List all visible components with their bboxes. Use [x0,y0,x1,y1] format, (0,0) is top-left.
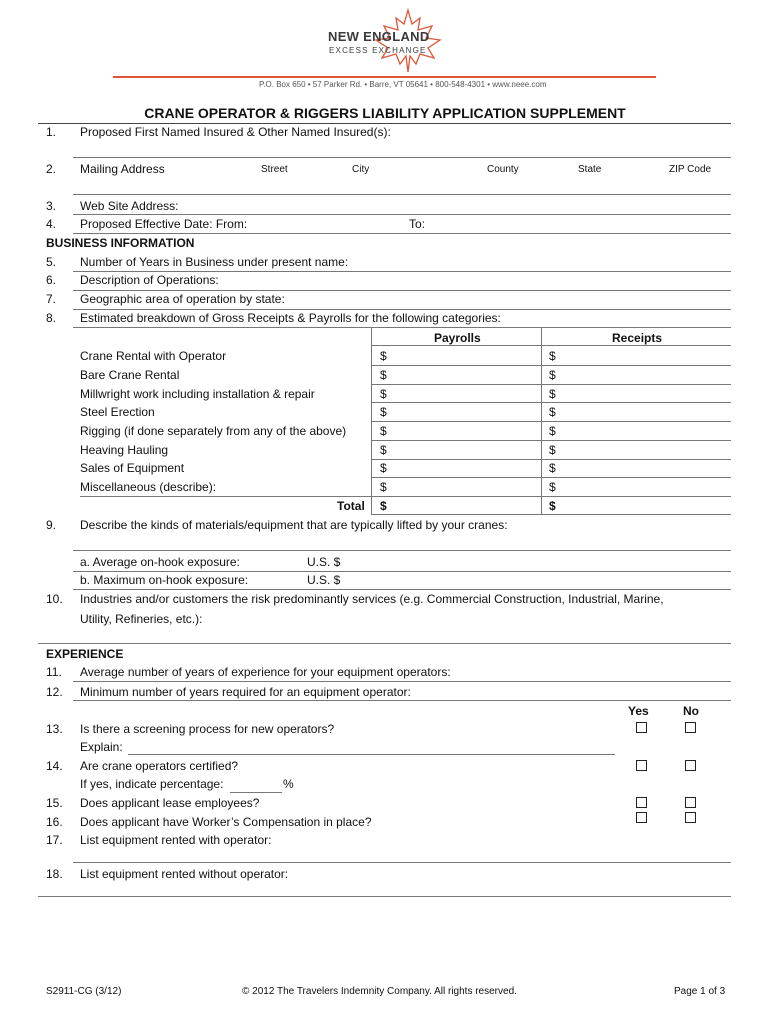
q13-explain-label: Explain: [80,740,123,754]
q14-no-checkbox[interactable] [685,760,696,771]
q9b-label: b. Maximum on-hook exposure: [80,573,249,587]
q13-yes-checkbox[interactable] [636,722,647,733]
q11-answer-line[interactable] [73,681,731,682]
q5-number: 5. [46,255,57,269]
q12-number: 12. [46,685,63,699]
q8-label: Estimated breakdown of Gross Receipts & Payrolls for the following categories: [80,311,501,325]
experience-heading: EXPERIENCE [46,647,124,661]
table-cell-receipt[interactable]: $ [549,368,556,382]
q14-percent-sign: % [283,777,294,791]
header-rule [113,76,656,78]
q14-percentage-label: If yes, indicate percentage: [80,777,224,791]
form-id: S2911-CG (3/12) [46,986,122,997]
table-bottom-rule [371,514,731,515]
table-row-label: Rigging (if done separately from any of the above) [80,424,347,438]
table-cell-receipt[interactable]: $ [549,349,556,363]
q2-street-label: Street [261,164,288,175]
q14-number: 14. [46,759,63,773]
company-address: P.O. Box 650 • 57 Parker Rd. • Barre, VT 05641 • 800-548-4301 • www.neee.com [259,80,547,89]
q9b-rule [73,589,731,590]
table-cell-payroll[interactable]: $ [380,349,387,363]
q14-label: Are crane operators certified? [80,759,239,773]
q2-number: 2. [46,162,57,176]
q15-no-checkbox[interactable] [685,797,696,808]
q11-label: Average number of years of experience for your equipment operators: [80,665,451,679]
q4-number: 4. [46,217,57,231]
q18-label: List equipment rented without operator: [80,867,289,881]
q17-answer-line[interactable] [73,862,731,863]
q15-label: Does applicant lease employees? [80,796,260,810]
q18-answer-line[interactable] [38,896,731,897]
q6-answer-line[interactable] [73,290,731,291]
q9-label: Describe the kinds of materials/equipment that are typically lifted by your cranes: [80,518,508,532]
copyright-notice: © 2012 The Travelers Indemnity Company. All rights reserved. [242,986,517,997]
table-row-label: Steel Erection [80,405,155,419]
q14-yes-checkbox[interactable] [636,760,647,771]
q8-number: 8. [46,311,57,325]
q18-number: 18. [46,867,63,881]
receipts-column-header: Receipts [612,331,663,345]
q10-number: 10. [46,592,63,606]
table-row-label: Heaving Hauling [80,443,169,457]
q13-label: Is there a screening process for new operators? [80,722,335,736]
q2-city-label: City [352,164,370,175]
yes-column-header: Yes [628,704,649,718]
q1-label: Proposed First Named Insured & Other Named Insured(s): [80,125,391,139]
q14-percentage-line[interactable] [230,792,282,793]
table-row-rule [371,365,731,366]
table-cell-payroll[interactable]: $ [380,387,387,401]
q6-number: 6. [46,273,57,287]
q9-number: 9. [46,518,57,532]
q12-label: Minimum number of years required for an equipment operator: [80,685,411,699]
q12-answer-line[interactable] [73,700,731,701]
q4-to-label: To: [409,217,426,231]
table-cell-receipt[interactable]: $ [549,424,556,438]
q2-county-label: County [487,164,519,175]
q8-rule [73,327,731,328]
q1-number: 1. [46,125,57,139]
q2-answer-line[interactable] [73,194,731,195]
q17-number: 17. [46,833,63,847]
q16-number: 16. [46,815,63,829]
total-label: Total [337,499,365,513]
q15-yes-checkbox[interactable] [636,797,647,808]
q7-answer-line[interactable] [73,309,731,310]
q13-number: 13. [46,722,63,736]
no-column-header: No [683,704,699,718]
table-row-label: Millwright work including installation & repair [80,387,315,401]
q9b-value[interactable]: U.S. $ [307,573,341,587]
table-cell-receipt[interactable]: $ [549,387,556,401]
table-cell-receipt[interactable]: $ [549,480,556,494]
q3-number: 3. [46,199,57,213]
payrolls-column-header: Payrolls [434,331,481,345]
q7-label: Geographic area of operation by state: [80,292,285,306]
q10-label-line2: Utility, Refineries, etc.): [80,612,203,626]
q13-no-checkbox[interactable] [685,722,696,733]
q2-zip-label: ZIP Code [669,164,712,175]
table-row-rule [371,459,731,460]
total-receipt-cell[interactable]: $ [549,499,556,513]
q2-label: Mailing Address [80,162,165,176]
table-row-label: Bare Crane Rental [80,368,180,382]
table-row-rule [371,384,731,385]
table-row-rule [371,440,731,441]
page-number: Page 1 of 3 [674,986,726,997]
q9a-value[interactable]: U.S. $ [307,555,341,569]
table-header-rule [371,345,731,346]
q10-label-line1: Industries and/or customers the risk predominantly services (e.g. Commercial Construction, Industrial, Marine, [80,592,664,606]
table-cell-payroll[interactable]: $ [380,368,387,382]
total-payroll-cell[interactable]: $ [380,499,387,513]
q10-answer-line[interactable] [38,643,731,644]
table-row-label: Crane Rental with Operator [80,349,227,363]
table-cell-payroll[interactable]: $ [380,405,387,419]
table-cell-payroll[interactable]: $ [380,443,387,457]
q5-label: Number of Years in Business under present name: [80,255,349,269]
q16-no-checkbox[interactable] [685,812,696,823]
table-row-rule [80,496,731,497]
table-row-rule [371,421,731,422]
q16-label: Does applicant have Worker’s Compensation in place? [80,815,372,829]
table-row-label: Sales of Equipment [80,461,185,475]
table-cell-receipt[interactable]: $ [549,443,556,457]
q6-label: Description of Operations: [80,273,219,287]
logo-name: NEW ENGLAND [328,29,430,44]
q9a-rule [73,571,731,572]
q9-answer-line[interactable] [73,550,731,551]
business-info-heading: BUSINESS INFORMATION [46,236,195,250]
q1-answer-line[interactable] [73,157,731,158]
page-title: CRANE OPERATOR & RIGGERS LIABILITY APPLICATION SUPPLEMENT [144,105,626,121]
q15-number: 15. [46,796,63,810]
table-cell-receipt[interactable]: $ [549,405,556,419]
table-row-rule [371,402,731,403]
q9a-label: a. Average on-hook exposure: [80,555,240,569]
q11-number: 11. [46,665,62,679]
q13-explain-line[interactable] [128,754,615,755]
q3-answer-line[interactable] [73,214,731,215]
logo-subname: EXCESS EXCHANGE [329,46,427,55]
q7-number: 7. [46,292,57,306]
q4-label: Proposed Effective Date: From: [80,217,248,231]
q16-yes-checkbox[interactable] [636,812,647,823]
table-cell-payroll[interactable]: $ [380,461,387,475]
q4-answer-line[interactable] [73,233,731,234]
table-cell-payroll[interactable]: $ [380,424,387,438]
table-row-rule [371,477,731,478]
q3-label: Web Site Address: [80,199,179,213]
q5-answer-line[interactable] [73,271,731,272]
title-rule [38,123,731,124]
table-row-label: Miscellaneous (describe): [80,480,217,494]
q2-state-label: State [578,164,602,175]
q17-label: List equipment rented with operator: [80,833,272,847]
table-cell-receipt[interactable]: $ [549,461,556,475]
table-cell-payroll[interactable]: $ [380,480,387,494]
